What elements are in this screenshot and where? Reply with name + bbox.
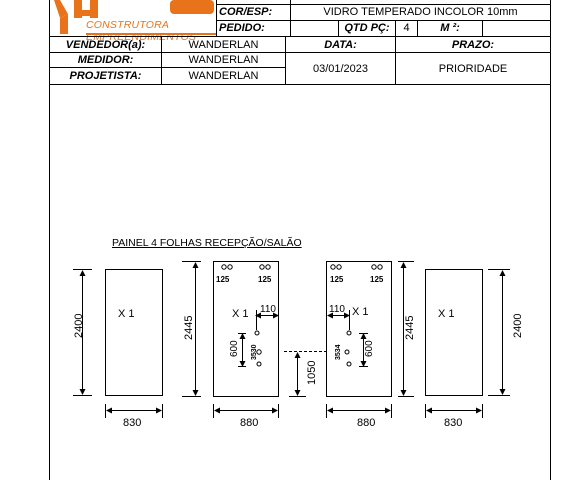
panel-3-handle: 3534	[335, 344, 342, 360]
panel-1-qty: X 1	[118, 308, 135, 320]
prazo-value: PRIORIDADE	[438, 62, 508, 75]
cor-esp-label: COR/ESP:	[219, 6, 273, 18]
panel-3-height: 2445	[404, 315, 416, 340]
panel-4-width: 830	[444, 417, 463, 429]
prazo-label: PRAZO:	[451, 38, 495, 51]
panel-2-vertical: 600	[229, 340, 240, 357]
qtd-label: QTD PÇ:	[344, 22, 390, 34]
data-label: DATA:	[324, 38, 357, 51]
panel-2-qty: X 1	[232, 308, 249, 320]
drawing-title: PAINEL 4 FOLHAS RECEPÇÃO/SALÃO	[112, 237, 302, 249]
panel-3-offset: 110	[329, 304, 345, 315]
panel-1	[106, 270, 163, 396]
company-name: CONSTRUTORA EMPREENDIMENTOS	[86, 19, 216, 35]
panel-4-qty: X 1	[438, 308, 455, 320]
center-height: 1050	[306, 360, 318, 385]
data-value: 03/01/2023	[312, 62, 369, 75]
panel-2-height: 2445	[183, 315, 195, 340]
m2-label: M ²:	[440, 22, 460, 34]
projetista-value: WANDERLAN	[188, 70, 259, 82]
pedido-label: PEDIDO:	[219, 22, 265, 34]
vendedor-value: WANDERLAN	[188, 38, 259, 51]
panel-1-width: 830	[123, 417, 142, 429]
panel-2-offset: 110	[260, 304, 276, 315]
medidor-label: MEDIDOR:	[77, 54, 134, 66]
panel-2-hole-b: 125	[258, 275, 272, 284]
panel-4	[426, 270, 483, 396]
panel-2-handle: 3530	[251, 344, 258, 360]
panel-4-height: 2400	[512, 313, 524, 338]
panel-3-vertical: 600	[364, 340, 375, 357]
cor-esp-value: VIDRO TEMPERADO INCOLOR 10mm	[323, 6, 518, 18]
panel-3-width: 880	[357, 417, 376, 429]
panel-3-hole-b: 125	[370, 275, 384, 284]
panel-2-width: 880	[240, 417, 259, 429]
projetista-label: PROJETISTA:	[69, 70, 142, 82]
vendedor-label: VENDEDOR(a):	[65, 38, 146, 51]
medidor-value: WANDERLAN	[188, 54, 259, 66]
qtd-value: 4	[403, 22, 410, 34]
panel-1-height: 2400	[73, 313, 85, 338]
panel-3-qty: X 1	[352, 306, 369, 318]
panel-2-hole-a: 125	[216, 275, 230, 284]
panel-3-hole-a: 125	[330, 275, 344, 284]
